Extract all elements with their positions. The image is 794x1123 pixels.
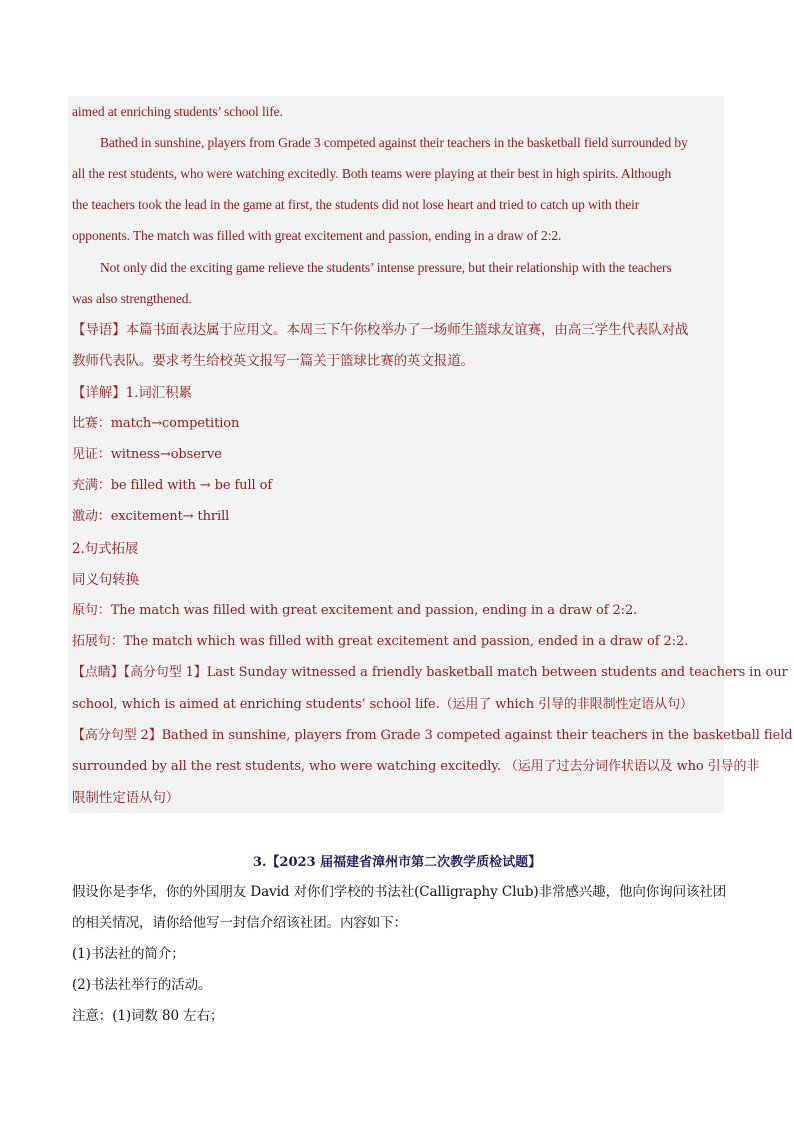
passage-line: Not only did the exciting game relieve the students’ intense pressure, but their relationship with the teachers xyxy=(100,260,672,275)
passage-line: Bathed in sunshine, players from Grade 3 competed against their teachers in the basketball field surrounded by xyxy=(100,135,688,150)
vocab-item: 激动：excitement→ thrill xyxy=(72,509,230,524)
vocab-item: 比赛：match→competition xyxy=(72,416,240,431)
guide-line: 【导语】本篇书面表达属于应用文。本周三下午你校举办了一场师生篮球友谊赛，由高三学生代表队对战 xyxy=(72,322,689,338)
tips-line: 限制性定语从句） xyxy=(72,790,180,806)
tips-line: school, which is aimed at enriching students’ school life.（运用了 which 引导的非限制性定语从句） xyxy=(72,697,693,712)
question-line: 注意：(1)词数 80 左右； xyxy=(72,1008,224,1024)
question-heading: 3.【2023 届福建省漳州市第二次教学质检试题】 xyxy=(252,855,542,870)
passage-line: all the rest students, who were watching excitedly. Both teams were playing at their best in high spirits. Although xyxy=(72,166,672,181)
question-line: (2)书法社举行的活动。 xyxy=(72,977,212,993)
vocab-item: 充满：be filled with → be full of xyxy=(72,478,273,493)
sentence-section-title: 2.句式拓展 xyxy=(72,541,139,557)
passage-line: opponents. The match was filled with great excitement and passion, ending in a draw of 2:2. xyxy=(72,228,562,243)
question-line: 的相关情况，请你给他写一封信介绍该社团。内容如下： xyxy=(72,915,407,931)
passage-line: aimed at enriching students’ school life. xyxy=(72,104,283,119)
tips-line: surrounded by all the rest students, who were watching excitedly. （运用了过去分词作状语以及 who 引导的非 xyxy=(72,759,760,774)
question-line: 假设你是李华，你的外国朋友 David 对你们学校的书法社(Calligraphy Club)非常感兴趣，他向你询问该社团 xyxy=(72,884,727,900)
original-sentence: 原句：The match was filled with great excitement and passion, ending in a draw of 2:2. xyxy=(72,603,638,618)
extended-sentence: 拓展句：The match which was filled with great excitement and passion, ended in a draw of 2:2. xyxy=(72,634,689,649)
guide-line: 教师代表队。要求考生给校英文报写一篇关于篮球比赛的英文报道。 xyxy=(72,353,474,369)
passage-line: the teachers took the lead in the game at first, the students did not lose heart and tried to catch up with their xyxy=(72,197,640,212)
vocab-item: 见证：witness→observe xyxy=(72,447,222,462)
tips-line: 【点睛】【高分句型 1】Last Sunday witnessed a friendly basketball match between students and teachers in our xyxy=(72,665,788,680)
sentence-subtitle: 同义句转换 xyxy=(72,572,139,588)
detail-title: 【详解】1.词汇积累 xyxy=(72,385,192,401)
question-line: (1)书法社的简介； xyxy=(72,946,185,962)
passage-line: was also strengthened. xyxy=(72,291,192,306)
tips-line: 【高分句型 2】Bathed in sunshine, players from Grade 3 competed against their teachers in the basketball field xyxy=(72,728,793,743)
